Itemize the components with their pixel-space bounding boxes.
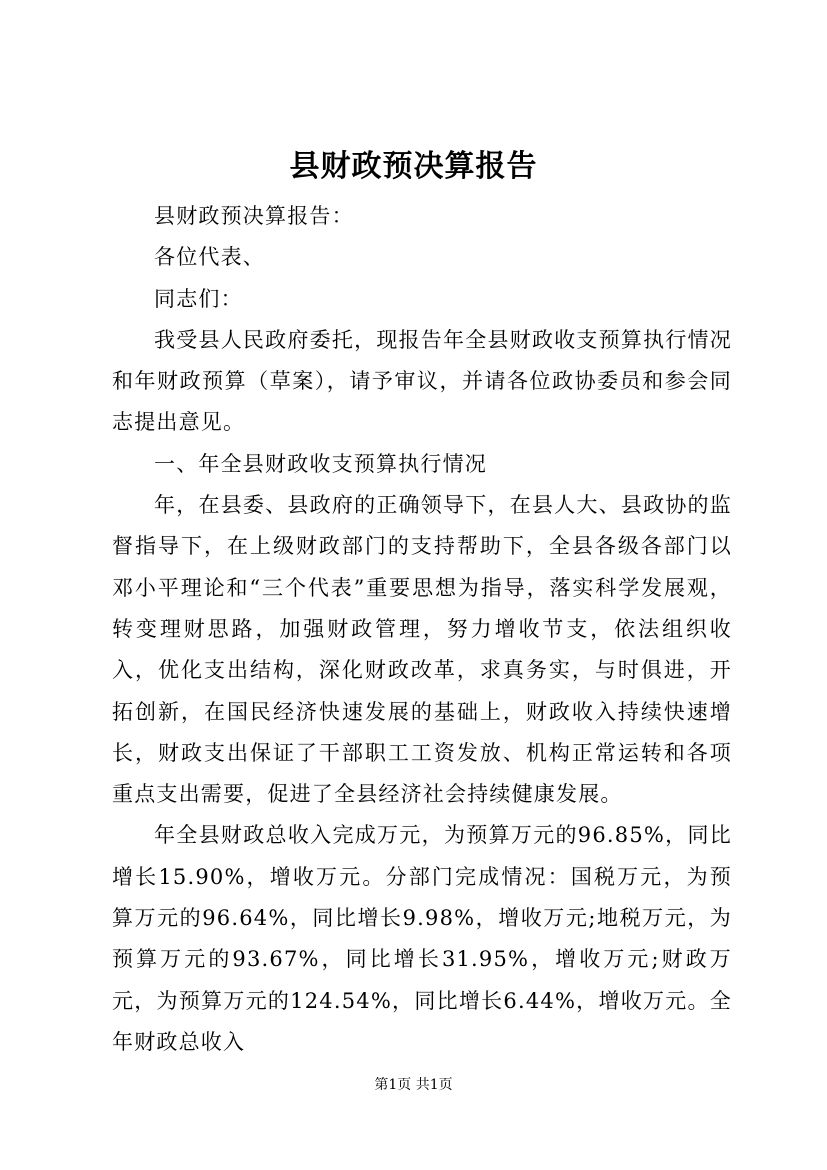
paragraph-heading-repeat: 县财政预决算报告： <box>154 204 354 228</box>
page-footer: 第1页 共1页 <box>374 1077 453 1093</box>
paragraph-salutation-comrades: 同志们： <box>154 286 243 311</box>
paragraph-revenue: 年全县财政总收入完成万元，为预算万元的96.85%，同比增长15.90%，增收万元。分部门完成情况：国税万元，为预算万元的96.64%，同比增长9.98%，增收万元;地税万元，为预算万元的93.67%，同比增长31.95%，增收万元;财政万元，为预算万元的124.54%，同比增长6.44%，增收万元。全年财政总收入 <box>112 823 732 1054</box>
paragraph-salutation-delegates: 各位代表、 <box>154 245 265 270</box>
paragraph-intro: 我受县人民政府委托，现报告年全县财政收支预算执行情况和年财政预算（草案），请予审议，并请各位政协委员和参会同志提出意见。 <box>112 327 732 435</box>
section-heading-1: 一、年全县财政收支预算执行情况 <box>154 451 487 476</box>
paragraph-overview: 年，在县委、县政府的正确领导下，在县人大、县政协的监督指导下，在上级财政部门的支持帮助下，全县各级各部门以邓小平理论和“三个代表”重要思想为指导，落实科学发展观，转变理财思路，加强财政管理，努力增收节支，依法组织收入，优化支出结构，深化财政改革，求真务实，与时俱进，开拓创新，在国民经济快速发展的基础上，财政收入持续快速增长，财政支出保证了干部职工工资发放、机构正常运转和各项重点支出需要，促进了全县经济社会持续健康发展。 <box>112 493 732 807</box>
document-body <box>112 196 732 1063</box>
page-title: 县财政预决算报告 <box>289 149 538 184</box>
